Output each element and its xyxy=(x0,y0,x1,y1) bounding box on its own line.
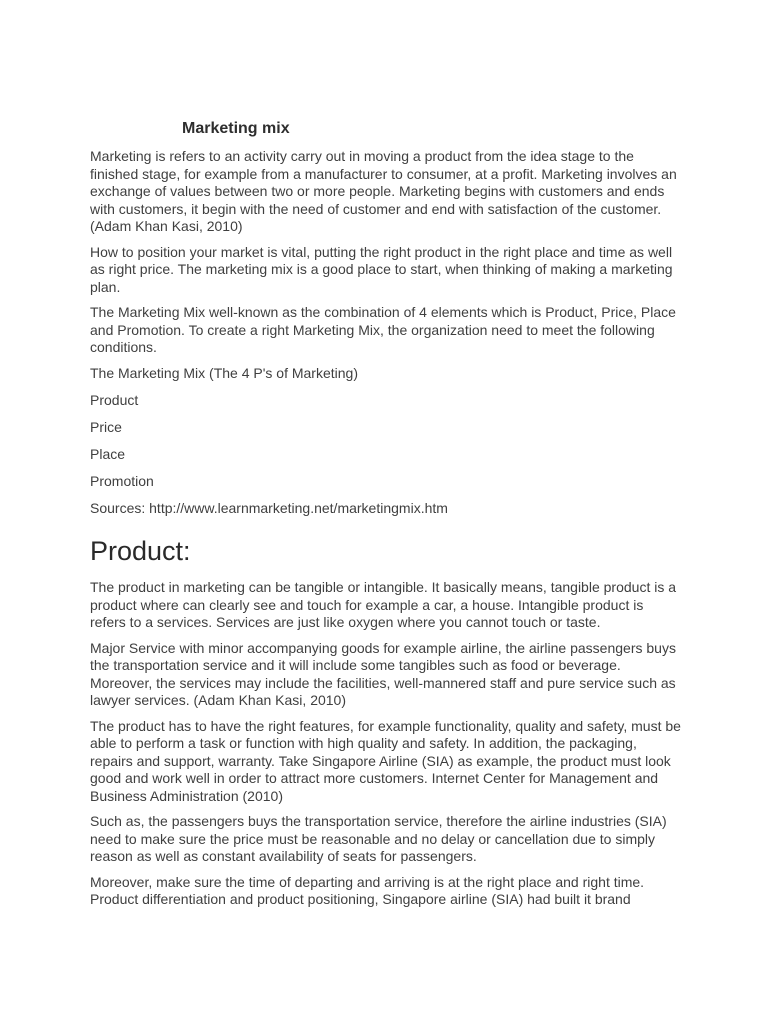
document-page xyxy=(90,118,682,917)
intro-paragraph-3: The Marketing Mix well-known as the combination of 4 elements which is Product, Price, Place and Promotion. To create a right Marketing Mix, the organization need to meet the following conditions. xyxy=(90,304,676,355)
list-item-product: Product xyxy=(90,391,139,408)
marketing-mix-heading: The Marketing Mix (The 4 P's of Marketing) xyxy=(90,364,358,381)
product-paragraph-4: Such as, the passengers buys the transportation service, therefore the airline industries (SIA) need to make sure the price must be reasonable and no delay or cancellation due to simply reason as well as constant availability of seats for passengers. xyxy=(90,813,667,864)
document-title: Marketing mix xyxy=(182,120,290,137)
list-item-place: Place xyxy=(90,445,126,462)
intro-paragraph-1: Marketing is refers to an activity carry out in moving a product from the idea stage to the finished stage, for example from a manufacturer to consumer, at a profit. Marketing involves an exchange of values between two or more people. Marketing begins with customers and ends with customers, it begin with the need of customer and end with satisfaction of the customer. (Adam Khan Kasi, 2010) xyxy=(90,148,677,234)
product-section-heading: Product: xyxy=(90,536,191,566)
list-item-price: Price xyxy=(90,418,122,435)
product-paragraph-5: Moreover, make sure the time of departing and arriving is at the right place and right time. Product differentiation and product positioning, Singapore airline (SIA) had built it brand xyxy=(90,873,645,907)
four-ps-list xyxy=(90,392,682,491)
product-paragraph-3: The product has to have the right features, for example functionality, quality and safety, must be able to perform a task or function with high quality and safety. In addition, the packaging, repairs and support, warranty. Take Singapore Airline (SIA) as example, the product must look good and work well in order to attract more customers. Internet Center for Management and Business Administration (2010) xyxy=(90,717,681,804)
product-paragraph-1: The product in marketing can be tangible or intangible. It basically means, tangible product is a product where can clearly see and touch for example a car, a house. Intangible product is refers to a services. Services are just like oxygen where you cannot touch or taste. xyxy=(90,579,677,630)
product-paragraph-2: Major Service with minor accompanying goods for example airline, the airline passengers buys the transportation service and it will include some tangibles such as food or beverage. Moreover, the services may include the facilities, well-mannered staff and pure service such as lawyer services. (Adam Khan Kasi, 2010) xyxy=(90,639,676,708)
intro-paragraph-2: How to position your market is vital, putting the right product in the right place and time as well as right price. The marketing mix is a good place to start, when thinking of making a marketing plan. xyxy=(90,243,673,295)
list-item-promotion: Promotion xyxy=(90,472,154,489)
sources-line: Sources: http://www.learnmarketing.net/marketingmix.htm xyxy=(90,499,448,516)
